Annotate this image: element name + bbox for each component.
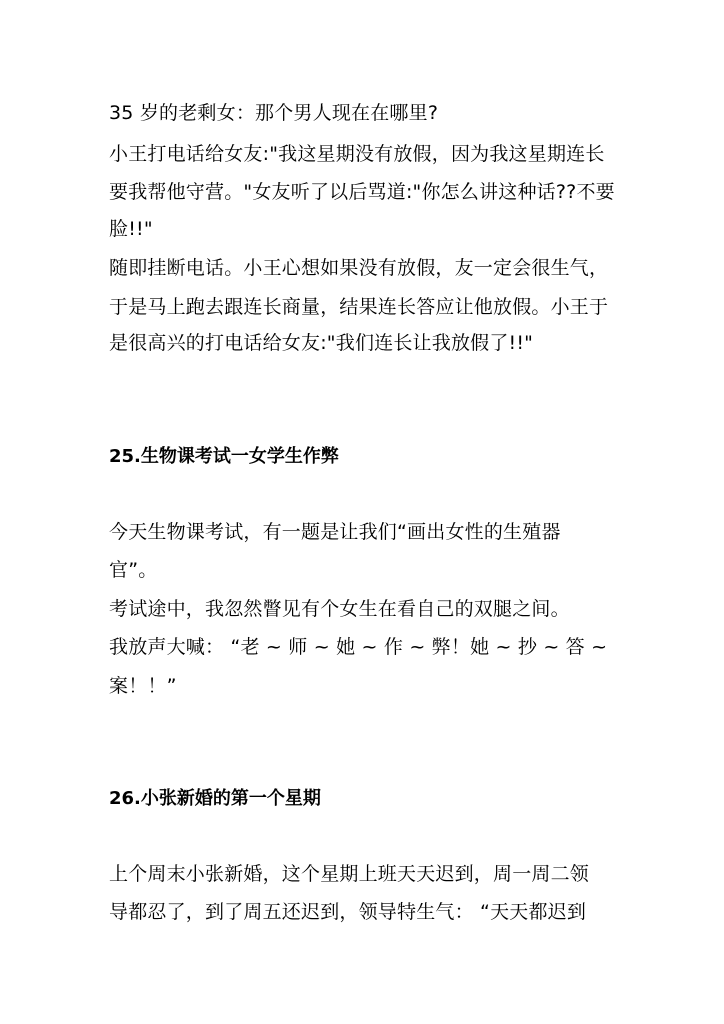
story-25-line-2: 官”。 (109, 559, 158, 581)
story-25-line-3: 考试途中，我忽然瞥见有个女生在看自己的双腿之间。 (109, 598, 570, 620)
story-24-line-5: 随即挂断电话。小王心想如果没有放假，友一定会很生气， (109, 257, 609, 279)
story-25-title: 25.生物课考试一女学生作弊 (109, 446, 339, 467)
story-26-line-2: 导都忍了，到了周五还迟到，领导特生气： “天天都迟到 (109, 901, 587, 923)
story-25-line-1: 今天生物课考试，有一题是让我们“画出女性的生殖器 (109, 521, 561, 543)
story-24-line-2: 小王打电话给女友:"我这星期没有放假，因为我这星期连长 (109, 143, 605, 165)
story-24-line-3: 要我帮他守营。"女友听了以后骂道:"你怎么讲这种话??不要 (109, 181, 615, 203)
story-24-line-6: 于是马上跑去跟连长商量，结果连长答应让他放假。小王于 (109, 296, 609, 318)
story-24-line-1: 35 岁的老剩女：那个男人现在在哪里? (109, 102, 439, 124)
story-24-line-4: 脸!!" (109, 218, 153, 240)
story-24-line-7: 是很高兴的打电话给女友:"我们连长让我放假了!!" (109, 332, 534, 354)
story-26-title: 26.小张新婚的第一个星期 (109, 788, 321, 809)
story-25-line-5: 案！！” (109, 675, 177, 697)
story-26-line-1: 上个周末小张新婚，这个星期上班天天迟到，周一周二领 (109, 863, 590, 885)
story-25-line-4: 我放声大喊： “老 ~ 师 ~ 她 ~ 作 ~ 弊！她 ~ 抄 ~ 答 ~ (109, 636, 608, 658)
